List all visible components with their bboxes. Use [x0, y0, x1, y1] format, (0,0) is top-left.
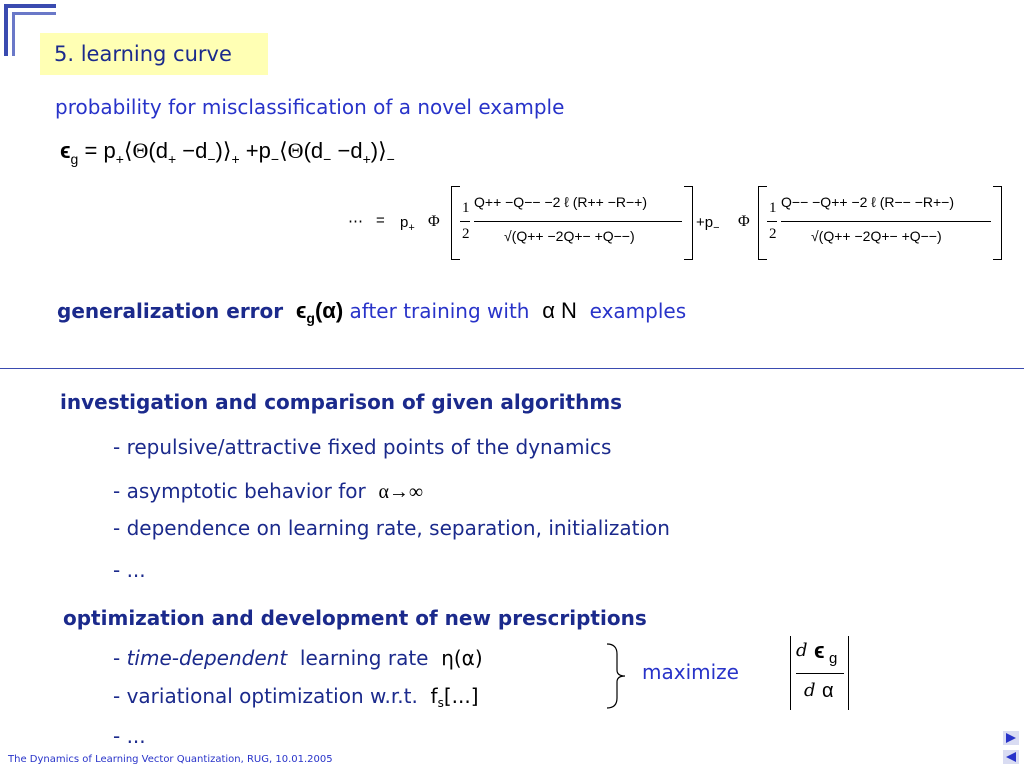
- prev-slide-button[interactable]: [1003, 749, 1019, 763]
- section2-item-1: - time-dependent learning rate η(α): [113, 646, 483, 670]
- formula-main: $\epsilon_g$ = $p_+⟨\Theta(d_+$ $-d_-)⟩_+$ $+p_-⟨\Theta(d_-$ $-d_+)⟩_-$: [60, 138, 395, 167]
- slide-title: 5. learning curve: [40, 33, 268, 75]
- generalization-line: generalization error $\epsilon_g(\alpha)$ after training with α N examples: [57, 298, 687, 326]
- section2-item-3: - ...: [113, 724, 146, 748]
- right-brace: [605, 642, 629, 710]
- footer: The Dynamics of Learning Vector Quantization, RUG, 10.01.2005: [8, 754, 333, 765]
- section1-item-4: - ...: [113, 558, 146, 582]
- section2-item-2: - variational optimization w.r.t. $f_s[...]$: [113, 684, 479, 710]
- arrow-left-icon: [1003, 750, 1019, 764]
- maximize-label: maximize: [642, 660, 739, 684]
- next-slide-button[interactable]: [1003, 730, 1019, 744]
- arrow-right-icon: [1003, 731, 1019, 745]
- section1-item-1: - repulsive/attractive fixed points of the dynamics: [113, 435, 612, 459]
- section1-item-2: - asymptotic behavior for α→∞: [113, 479, 424, 503]
- divider: [0, 368, 1024, 369]
- derivative-expression: d ϵ g d α: [790, 636, 850, 710]
- formula-expanded: ⋯ = $p_+$ Φ 1 2 Q++ −Q−− −2 ℓ (R++ −R−+) √(Q++ −2Q+− +Q−−) $+p_-$ Φ 1 2 Q−− −Q++ −2 ℓ (R−− −R+−) √(Q++ −2Q+− +Q−−): [348, 186, 1008, 260]
- section1-heading: investigation and comparison of given algorithms: [60, 390, 623, 414]
- section1-item-3: - dependence on learning rate, separation, initialization: [113, 516, 670, 540]
- subtitle: probability for misclassification of a novel example: [55, 95, 565, 119]
- section2-heading: optimization and development of new prescriptions: [63, 606, 647, 630]
